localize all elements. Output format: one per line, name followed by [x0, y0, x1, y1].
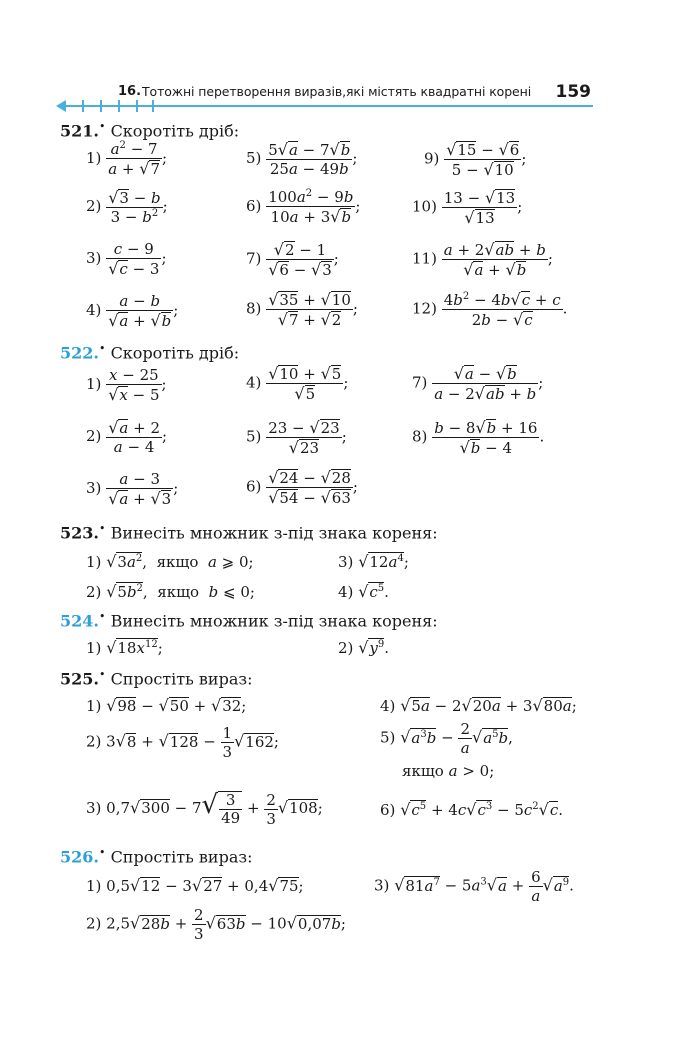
exercise-526-2: 2) 2,5√28b + $\frac{2}{3}$ √63b − 10√0,07b;	[86, 906, 346, 943]
exercise-526-3: 3) $√81a^7 - 5a^3√a$ + $\frac{6}{a}$ $√a^9$.	[374, 868, 574, 905]
exercise-522-2: 2) $\frac{√a + 2}{a - 4}$ ;	[86, 418, 168, 456]
exercise-522-7: 7) $\frac{√a - √b}{a - 2√ab + b}$ ;	[412, 364, 544, 403]
exercise-521-8: 8) $\frac{√35 + √10}{√7 + √2}$ ;	[246, 290, 358, 329]
task-number: 524.	[60, 611, 99, 631]
task-number: 521.	[60, 121, 99, 141]
task-525	[60, 668, 253, 688]
exercise-522-8: 8) $\frac{b - 8√b + 16}{√b - 4}$ .	[412, 418, 545, 457]
task-instruction: Скоротіть дріб:	[110, 121, 240, 141]
exercise-525-5-condition: якщо a > 0;	[402, 762, 495, 780]
exercise-522-5: 5) $\frac{23 - √23}{√23}$ ;	[246, 418, 347, 457]
exercise-521-9: 9) $\frac{√15 - √6}{5 - √10}$ ;	[424, 140, 527, 179]
exercise-521-2: 2) $\frac{√3 - b}{3 - b^2}$ ;	[86, 188, 168, 226]
exercise-525-1: 1) √98 − √50 + √32;	[86, 696, 247, 715]
task-instruction: Винесіть множник з-під знака кореня:	[110, 523, 438, 543]
section-title: Тотожні перетворення виразів,які містять квадратні корені	[142, 84, 532, 99]
page-header	[60, 78, 595, 118]
exercise-523-2: 2) $√5b^2$, якщо b ⩽ 0;	[86, 582, 255, 601]
exercise-522-1: 1) $\frac{x - 25}{√x - 5}$ ;	[86, 366, 167, 404]
exercise-525-4: 4) √5a − 2√20a + 3√80a;	[380, 696, 577, 715]
task-instruction: Спростіть вираз:	[110, 847, 253, 867]
exercise-521-5: 5) $\frac{5√a - 7√b}{25a - 49b}$ ;	[246, 140, 358, 178]
task-marker: •	[98, 668, 106, 681]
exercise-524-2: 2) $√y^9$.	[338, 638, 390, 657]
task-instruction: Скоротіть дріб:	[110, 343, 240, 363]
exercise-523-3: 3) $√12a^4$;	[338, 552, 409, 571]
task-marker: •	[98, 342, 106, 355]
exercise-525-3: 3) 0,7√300 − 7√ $\frac{3}{49}$ + $\frac{2}{3}$ √108;	[86, 790, 323, 828]
exercise-526-1: 1) 0,5√12 − 3√27 + 0,4√75;	[86, 876, 304, 895]
exercise-521-12: 12) $\frac{4b^2 - 4b√c + c}{2b - √c}$ .	[412, 290, 568, 329]
task-instruction: Спростіть вираз:	[110, 669, 253, 689]
task-number: 525.	[60, 669, 99, 689]
exercise-521-3: 3) $\frac{c - 9}{√c - 3}$ ;	[86, 240, 167, 278]
task-526	[60, 846, 253, 866]
task-marker: •	[98, 846, 106, 859]
exercise-523-1: 1) $√3a^2$, якщо a ⩾ 0;	[86, 552, 254, 571]
task-marker: •	[98, 522, 106, 535]
header-rule	[60, 105, 593, 107]
task-522	[60, 342, 239, 362]
task-marker: •	[98, 120, 106, 133]
exercise-521-4: 4) $\frac{a - b}{√a + √b}$ ;	[86, 292, 179, 330]
exercise-523-4: 4) $√c^5$.	[338, 582, 389, 601]
exercise-521-10: 10) $\frac{13 - √13}{√13}$ ;	[412, 188, 523, 227]
task-number: 526.	[60, 847, 99, 867]
section-number: 16.	[118, 84, 142, 99]
exercise-521-1: 1) $\frac{a^2 - 7}{a + √7}$ ;	[86, 140, 168, 178]
task-524	[60, 610, 438, 630]
task-marker: •	[98, 610, 106, 623]
task-521	[60, 120, 239, 140]
exercise-524-1: 1) $√18x^{12}$;	[86, 638, 163, 657]
exercise-521-7: 7) $\frac{√2 - 1}{√6 - √3}$ ;	[246, 240, 339, 279]
exercise-521-11: 11) $\frac{a + 2√ab + b}{√a + √b}$ ;	[412, 240, 553, 279]
exercise-525-2: 2) 3√8 + √128 − $\frac{1}{3}$ √162;	[86, 724, 279, 761]
exercise-522-3: 3) $\frac{a - 3}{√a + √3}$ ;	[86, 470, 179, 508]
task-523	[60, 522, 438, 542]
task-number: 523.	[60, 523, 99, 543]
exercise-525-6: 6) $√c^5 + 4c√c^3 - 5c^2√c$.	[380, 800, 564, 819]
task-number: 522.	[60, 343, 99, 363]
exercise-522-4: 4) $\frac{√10 + √5}{√5}$ ;	[246, 364, 349, 403]
exercise-521-6: 6) $\frac{100a^2 - 9b}{10a + 3√b}$ ;	[246, 188, 361, 226]
task-instruction: Винесіть множник з-під знака кореня:	[110, 611, 438, 631]
page-number: 159	[555, 82, 591, 102]
exercise-522-6: 6) $\frac{√24 - √28}{√54 - √63}$ ;	[246, 468, 358, 507]
exercise-525-5: 5) $√a^3b$ − $\frac{2}{a}$ $√a^5b$,	[380, 720, 513, 757]
